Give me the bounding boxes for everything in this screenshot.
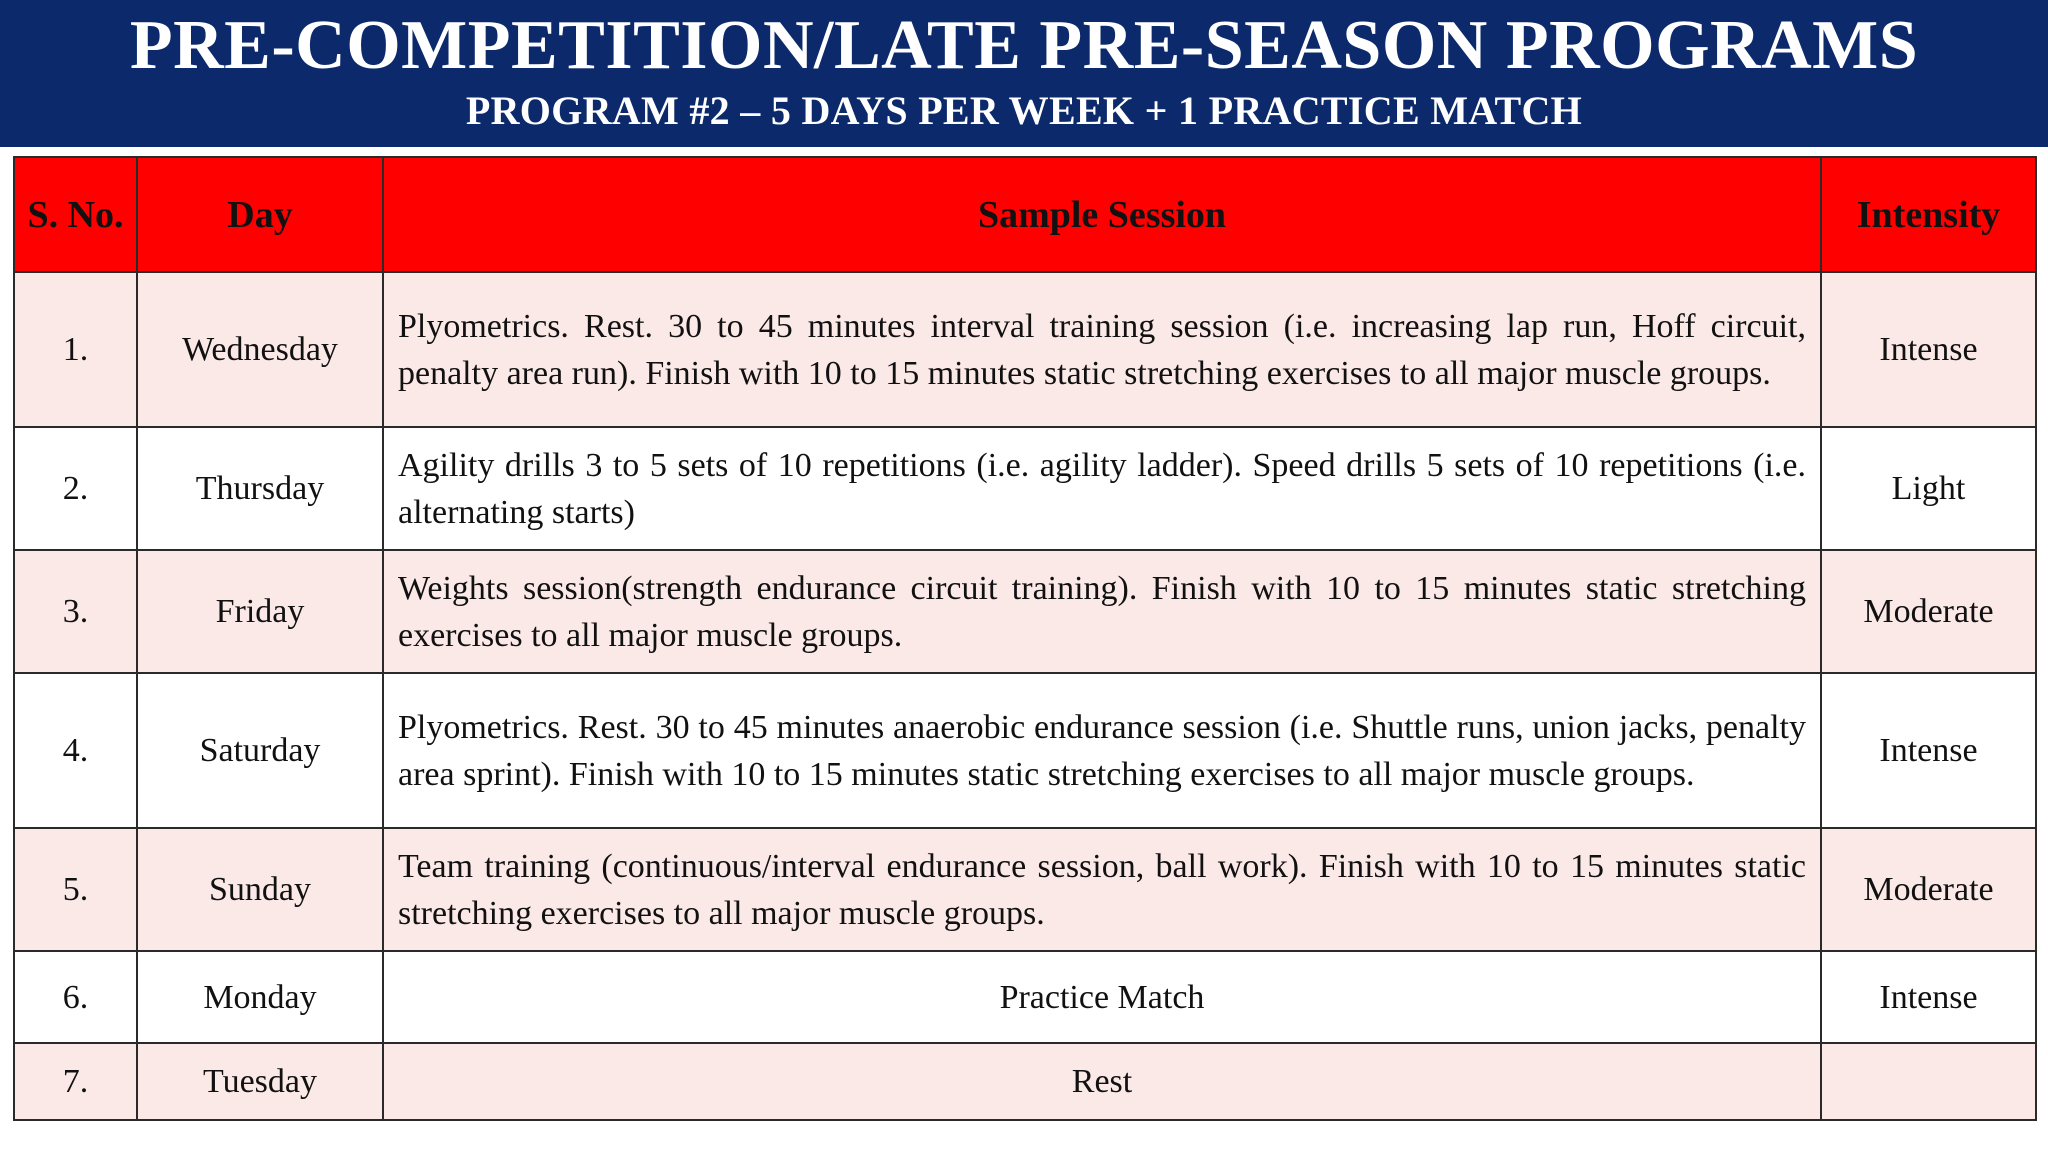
row-day: Friday	[137, 550, 383, 673]
row-session: Practice Match	[383, 951, 1821, 1043]
row-day: Wednesday	[137, 272, 383, 427]
row-session: Rest	[383, 1043, 1821, 1120]
row-sno: 2.	[14, 427, 137, 550]
table-row	[14, 828, 2036, 951]
program-table	[13, 156, 2037, 1121]
column-header-intensity: Intensity	[1821, 157, 2036, 272]
table-row	[14, 272, 2036, 427]
row-intensity: Light	[1821, 427, 2036, 550]
row-sno: 7.	[14, 1043, 137, 1120]
row-session: Agility drills 3 to 5 sets of 10 repetitions (i.e. agility ladder). Speed drills 5 sets of 10 repetitions (i.e. alternating starts)	[383, 427, 1821, 550]
row-session: Weights session(strength endurance circuit training). Finish with 10 to 15 minutes static stretching exercises to all major muscle groups.	[383, 550, 1821, 673]
column-header-session: Sample Session	[383, 157, 1821, 272]
page-subtitle: PROGRAM #2 – 5 DAYS PER WEEK + 1 PRACTICE MATCH	[465, 88, 1583, 133]
row-sno: 3.	[14, 550, 137, 673]
row-session: Plyometrics. Rest. 30 to 45 minutes interval training session (i.e. increasing lap run, Hoff circuit, penalty area run). Finish with 10 to 15 minutes static stretching exercises to all major muscle groups.	[383, 272, 1821, 427]
row-intensity: Moderate	[1821, 550, 2036, 673]
row-day: Thursday	[137, 427, 383, 550]
page-title: PRE-COMPETITION/LATE PRE-SEASON PROGRAMS	[129, 7, 1919, 84]
row-intensity: Intense	[1821, 951, 2036, 1043]
column-header-sno: S. No.	[14, 157, 137, 272]
column-header-day: Day	[137, 157, 383, 272]
table-header-row	[14, 157, 2036, 272]
row-sno: 6.	[14, 951, 137, 1043]
row-day: Monday	[137, 951, 383, 1043]
row-session: Plyometrics. Rest. 30 to 45 minutes anaerobic endurance session (i.e. Shuttle runs, union jacks, penalty area sprint). Finish with 10 to 15 minutes static stretching exercises to all major muscle groups.	[383, 673, 1821, 828]
table-row	[14, 427, 2036, 550]
row-session: Team training (continuous/interval endurance session, ball work). Finish with 10 to 15 minutes static stretching exercises to all major muscle groups.	[383, 828, 1821, 951]
row-intensity: Intense	[1821, 272, 2036, 427]
row-intensity: Intense	[1821, 673, 2036, 828]
row-sno: 4.	[14, 673, 137, 828]
row-day: Saturday	[137, 673, 383, 828]
row-day: Sunday	[137, 828, 383, 951]
row-day: Tuesday	[137, 1043, 383, 1120]
row-intensity	[1821, 1043, 2036, 1120]
table-row	[14, 673, 2036, 828]
row-intensity: Moderate	[1821, 828, 2036, 951]
row-sno: 1.	[14, 272, 137, 427]
table-row	[14, 550, 2036, 673]
title-banner	[0, 0, 2048, 147]
table-row	[14, 1043, 2036, 1120]
row-sno: 5.	[14, 828, 137, 951]
table-row	[14, 951, 2036, 1043]
